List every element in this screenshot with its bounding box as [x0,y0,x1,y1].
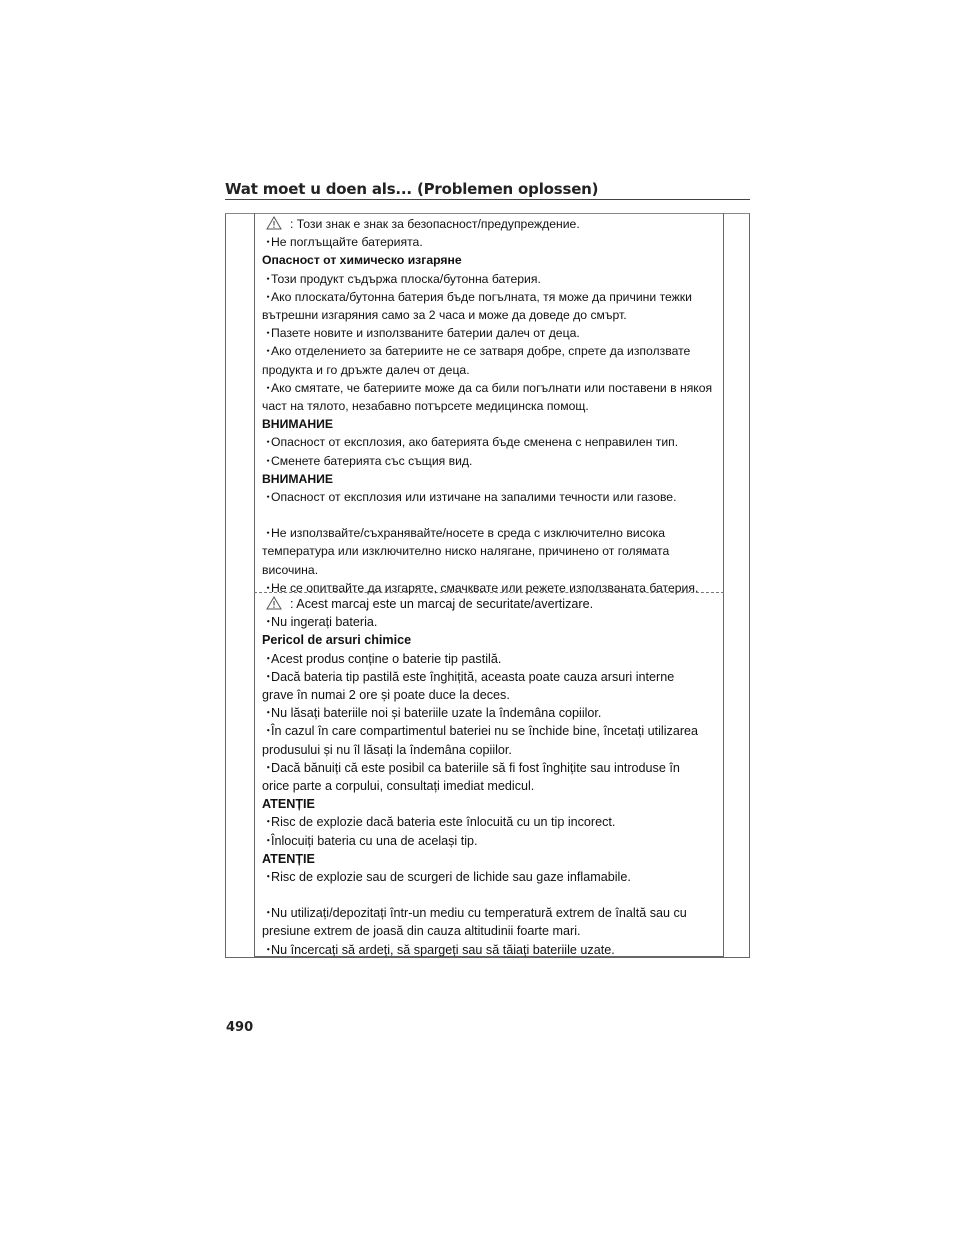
section-heading: Опасност от химическо изгаряне [262,253,462,268]
warning-triangle-icon [266,596,282,610]
list-item-continuation: grave în numai 2 ore și poate duce la deces. [262,688,510,703]
bullet: ・ [262,651,275,666]
list-item: ・Nu ingerați bateria. [262,613,717,631]
bullet: ・ [262,669,275,684]
bullet: ・ [262,942,275,957]
list-item: ・Risc de explozie sau de scurgeri de lichide sau gaze inflamabile. [262,868,717,886]
list-item: ・În cazul în care compartimentul bateriei nu se închide bine, încetați utilizarea [262,722,717,740]
bullet: ・ [262,526,275,541]
page-number: 490 [226,1020,254,1035]
list-item: ・Не използвайте/съхранявайте/носете в среда с изключително висока [262,524,717,542]
list-item: ・Сменете батерията със същия вид. [262,452,717,470]
header-rule [225,199,750,200]
spacer [262,886,717,904]
bullet: ・ [262,235,275,250]
list-item: ・Този продукт съдържа плоска/бутонна батерия. [262,270,717,288]
list-item: ・Nu lăsați bateriile noi și bateriile uzate la îndemâna copiilor. [262,704,717,722]
list-item: ・Ако смятате, че батериите може да са били погълнати или поставени в някоя [262,379,717,397]
bullet: ・ [262,326,275,341]
list-item: ・Опасност от експлозия или изтичане на запалими течности или газове. [262,488,717,506]
list-item: ・Не се опитвайте да изгаряте, смачквате или режете използваната батерия. [262,579,717,597]
bullet: ・ [262,271,275,286]
bullet: ・ [262,380,275,395]
list-item: ・Не поглъщайте батерията. [262,233,717,251]
bullet: ・ [262,724,275,739]
page-header-title: Wat moet u doen als... (Problemen oplossen) [225,180,599,198]
list-item: ・Acest produs conține o baterie tip pastilă. [262,650,717,668]
list-item: ・Risc de explozie dacă bateria este înlocuită cu un tip incorect. [262,813,717,831]
list-item-continuation: температура или изключително ниско налягане, причинено от голямата [262,544,670,559]
list-item-continuation: presiune extrem de joasă din cauza altitudinii foarte mari. [262,924,581,939]
list-item: ・Înlocuiți bateria cu una de același tip. [262,832,717,850]
list-item-continuation: produsului și nu îl lăsați la îndemâna copiilor. [262,742,512,757]
list-item: ・Dacă bănuiți că este posibil ca bateriile să fi fost înghițite sau introduse în [262,759,717,777]
list-item: ・Опасност от експлозия, ако батерията бъде сменена с неправилен тип. [262,433,717,451]
section-heading: Pericol de arsuri chimice [262,633,412,648]
list-item: ・Ако плоската/бутонна батерия бъде погълната, тя може да причини тежки [262,288,717,306]
list-item: ・Пазете новите и използваните батерии далеч от деца. [262,324,717,342]
bullet: ・ [262,344,275,359]
list-item-continuation: продукта и го дръжте далеч от деца. [262,362,470,377]
bullet: ・ [262,815,275,830]
warning-text: : Този знак е знак за безопасност/предупреждение. [290,217,580,231]
caution-heading: ATENȚIE [262,851,315,866]
bulgarian-section [262,215,717,597]
list-item-continuation: част на тялото, незабавно потърсете медицинска помощ. [262,399,589,414]
bullet: ・ [262,833,275,848]
bullet: ・ [262,760,275,775]
list-item: ・Ако отделението за батериите не се затваря добре, спрете да използвате [262,342,717,360]
bullet: ・ [262,580,275,595]
list-item-continuation: вътрешни изгаряния само за 2 часа и може да доведе до смърт. [262,308,627,323]
list-item-continuation: височина. [262,562,319,577]
bullet: ・ [262,289,275,304]
caution-heading: ВНИМАНИЕ [262,471,334,486]
bullet: ・ [262,906,275,921]
caution-heading: ВНИМАНИЕ [262,417,334,432]
warning-triangle-icon [266,216,282,230]
bullet: ・ [262,615,275,630]
caution-heading: ATENȚIE [262,797,315,812]
bullet: ・ [262,435,275,450]
warning-text: : Acest marcaj este un marcaj de securitate/avertizare. [290,597,594,611]
bullet: ・ [262,706,275,721]
list-item: ・Nu încercați să ardeți, să spargeți sau să tăiați bateriile uzate. [262,941,717,959]
list-item-continuation: orice parte a corpului, consultați imediat medicul. [262,779,535,794]
romanian-section [262,595,717,959]
spacer [262,506,717,524]
warning-line [262,595,717,613]
bullet: ・ [262,870,275,885]
warning-line [262,215,717,233]
bullet: ・ [262,490,275,505]
list-item: ・Dacă bateria tip pastilă este înghițită, aceasta poate cauza arsuri interne [262,668,717,686]
bullet: ・ [262,453,275,468]
list-item: ・Nu utilizați/depozitați într-un mediu cu temperatură extrem de înaltă sau cu [262,904,717,922]
